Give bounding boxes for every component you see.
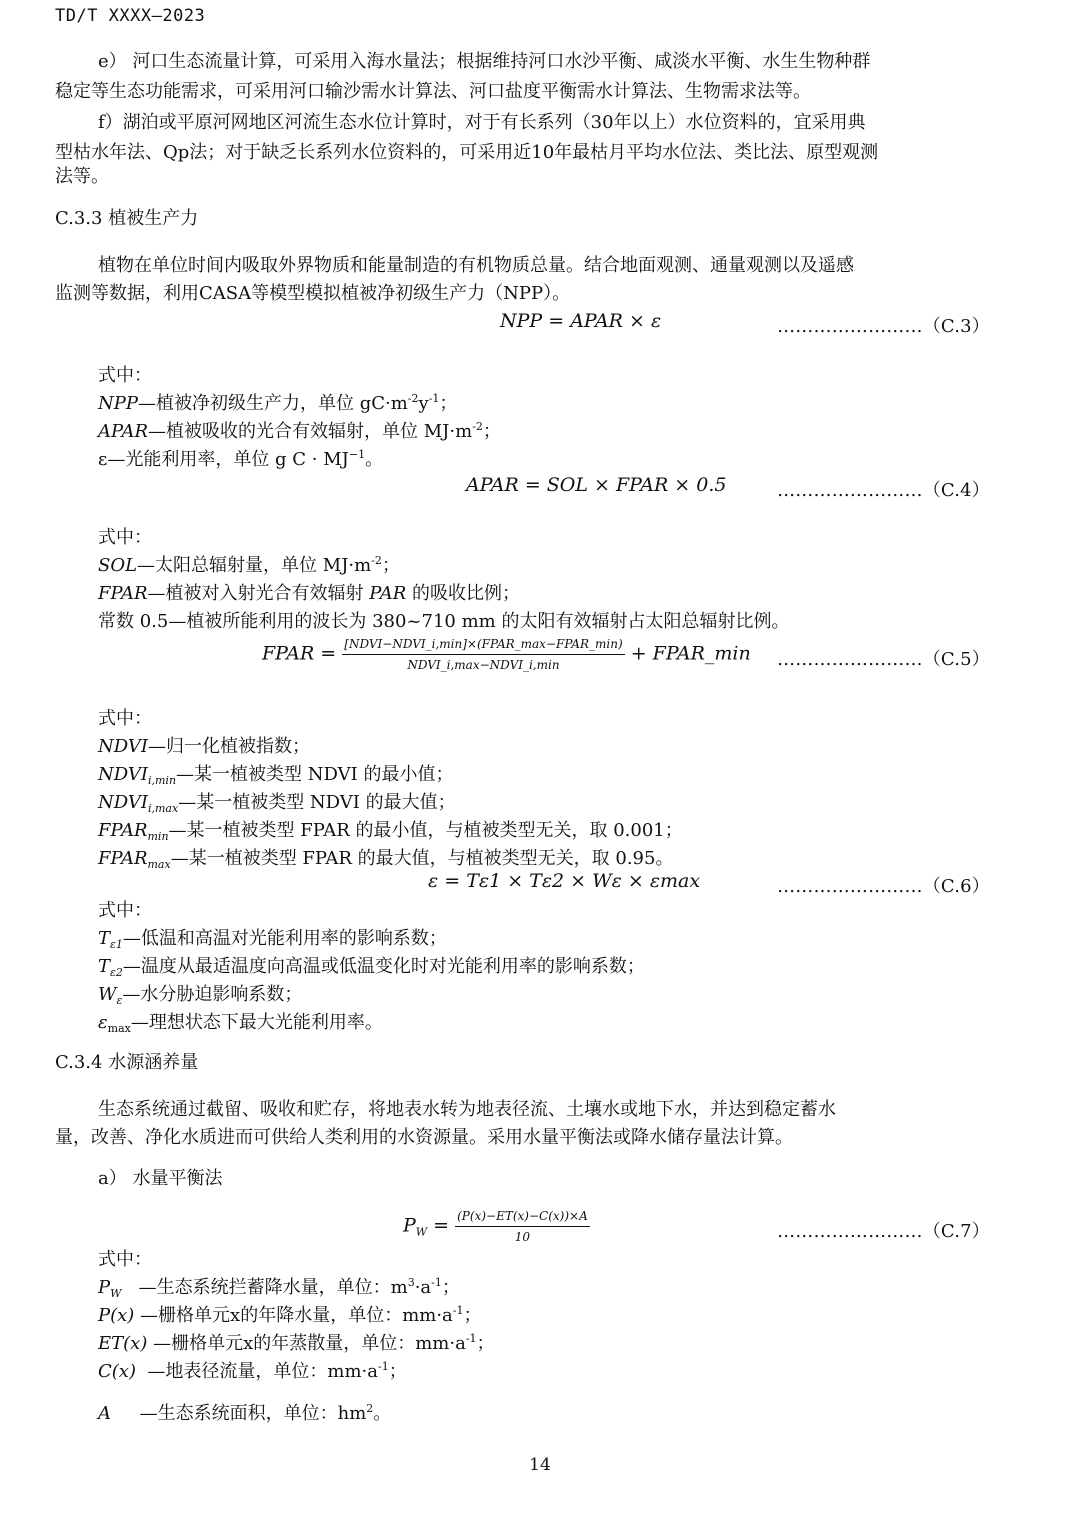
document-code-header: TD/T XXXX—2023 [55,6,206,26]
definition-apar: APAR—植被吸收的光合有效辐射，单位 $MJ\cdot m^{-2}$； [98,420,501,442]
where-label-c6: 式中： [98,900,152,921]
definition-epsilon: ε—光能利用率，单位 g $C \cdot MJ^{-1}$。 [98,448,384,470]
equation-c6: ε = Tε1 × Tε2 × Wε × εmax [428,870,701,892]
c33-intro-line-1: 植物在单位时间内吸取外界物质和能量制造的有机物质总量。结合地面观测、通量观测以及遥感 [98,255,854,276]
paragraph-e-line-2: 稳定等生态功能需求，可采用河口输沙需水计算法、河口盐度平衡需水计算法、生物需求法等。 [55,81,811,102]
method-a-label: a） 水量平衡法 [98,1168,223,1189]
section-heading-c33: C.3.3 植被生产力 [55,208,199,229]
definition-area: A —生态系统面积，单位：$hm^2$。 [98,1402,392,1424]
paragraph-f-line-3: 法等。 [55,166,109,187]
equation-number-c4: ……………………（C.4） [777,480,990,501]
where-label-c7: 式中： [98,1249,152,1270]
definition-t-eps1: $T_{\varepsilon 1}—$低温和高温对光能利用率的影响系数； [98,928,447,951]
definition-fpar-max: $FPAR_{max}—$某一植被类型 FPAR 的最大值，与植被类型无关，取 0.95。 [98,848,674,871]
where-label-c4: 式中： [98,527,152,548]
equation-c4: APAR = SOL × FPAR × 0.5 [466,474,727,496]
equation-c5: FPAR = $\frac{\text{[NDVI−NDVI\_i,min]×(FPAR\_max−FPAR\_min)}}{\text{NDVI\_i,max−NDVI\_i,min}}$ + FPAR_min [262,637,751,672]
definition-constant: 常数 0.5—植被所能利用的波长为 380~710 mm 的太阳有效辐射占太阳总辐射比例。 [98,611,790,632]
definition-ndvi-min: $NDVI_{i,min}—$某一植被类型 NDVI 的最小值； [98,764,454,787]
definition-sol: SOL—太阳总辐射量，单位 $MJ\cdot m^{-2}$； [98,554,400,576]
definition-npp: NPP—植被净初级生产力，单位 $gC\cdot m^{-2}y^{-1}$； [98,392,458,414]
equation-c7: $P_W$ = $\frac{(P(x)-ET(x)-C(x))\times A}{10}$ [403,1209,588,1244]
paragraph-f-line-1: f）湖泊或平原河网地区河流生态水位计算时，对于有长系列（30年以上）水位资料的，宜采用典 [98,112,866,133]
equation-number-c3: ……………………（C.3） [777,316,990,337]
definition-eps-max: $\varepsilon_{max}—$理想状态下最大光能利用率。 [98,1012,383,1035]
paragraph-f-line-2: 型枯水年法、Qp法；对于缺乏长系列水位资料的，可采用近10年最枯月平均水位法、类比法、原型观测 [55,142,879,163]
definition-px: P(x) —栅格单元x的年降水量，单位：$mm\cdot a^{-1}$； [98,1304,482,1326]
definition-etx: ET(x) —栅格单元x的年蒸散量，单位：$mm\cdot a^{-1}$； [98,1332,495,1354]
c33-intro-line-2: 监测等数据，利用CASA等模型模拟植被净初级生产力（NPP）。 [55,283,571,304]
definition-fpar-min: $FPAR_{min}—$某一植被类型 FPAR 的最小值，与植被类型无关，取 0.001； [98,820,683,843]
equation-c3: NPP = APAR × ε [500,310,662,332]
fraction-c7: $\frac{(P(x)-ET(x)-C(x))\times A}{10}$ [457,1209,588,1244]
definition-ndvi: NDVI—归一化植被指数； [98,736,310,757]
where-label-c5: 式中： [98,708,152,729]
equation-number-c6: ……………………（C.6） [777,876,990,897]
paragraph-e-line-1: e） 河口生态流量计算，可采用入海水量法；根据维持河口水沙平衡、咸淡水平衡、水生生物种群 [98,51,871,72]
c34-intro-line-2: 量，改善、净化水质进而可供给人类利用的水资源量。采用水量平衡法或降水储存量法计算。 [55,1127,793,1148]
definition-cx: C(x) —地表径流量，单位：$mm\cdot a^{-1}$； [98,1360,407,1382]
equation-number-c7: ……………………（C.7） [777,1221,990,1242]
definition-ndvi-max: $NDVI_{i,max}—$某一植被类型 NDVI 的最大值； [98,792,456,815]
definition-w-eps: $W_\varepsilon—$水分胁迫影响系数； [98,984,303,1007]
c34-intro-line-1: 生态系统通过截留、吸收和贮存，将地表水转为地表径流、土壤水或地下水，并达到稳定蓄水 [98,1099,836,1120]
definition-pw: $P_W$ —生态系统拦蓄降水量，单位：$m^3\cdot a^{-1}$； [98,1276,460,1300]
definition-t-eps2: $T_{\varepsilon 2}—$温度从最适温度向高温或低温变化时对光能利用率的影响系数； [98,956,645,979]
fraction-c5: $\frac{\text{[NDVI−NDVI\_i,min]×(FPAR\_max−FPAR\_min)}}{\text{NDVI\_i,max−NDVI\_i,min}}$ [344,637,623,672]
section-heading-c34: C.3.4 水源涵养量 [55,1052,199,1073]
page-number: 14 [529,1455,551,1475]
where-label-c3: 式中： [98,365,152,386]
definition-fpar: FPAR—植被对入射光合有效辐射 PAR 的吸收比例； [98,583,520,604]
equation-number-c5: ……………………（C.5） [777,649,990,670]
